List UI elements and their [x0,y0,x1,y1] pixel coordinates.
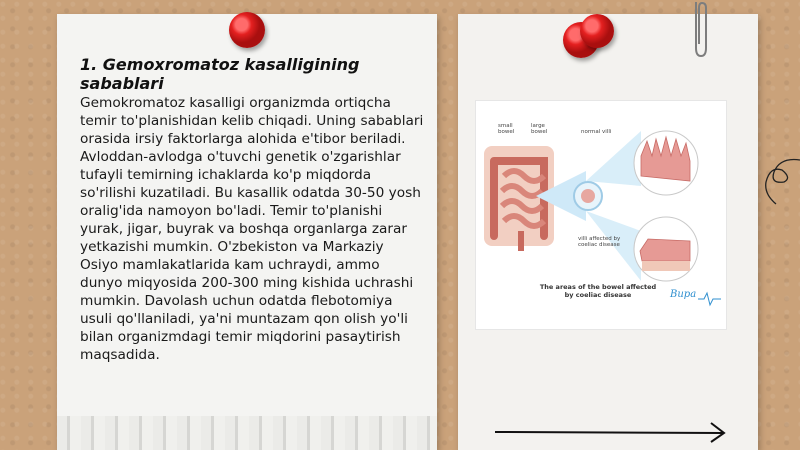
label-normal-villi: normal villi [581,129,612,135]
torn-edge [57,416,437,450]
slide-title: 1. Gemoxromatoz kasalligining sabablari [80,55,360,93]
label-large-bowel: large bowel [531,123,548,135]
red-pushpin-icon [580,14,614,48]
slide-body-text: Gemokromatoz kasalligi organizmda ortiqcha temir to'planishidan kelib chiqadi. Uning sabablari orasida irsiy faktorlarga alohida e'tibor beriladi. Avloddan-avlodga o'tuvchi genetik o'zgarishlar tufayli temirning ichaklarda ko'p miqdorda so'rilishi kuzatiladi. Bu kasallik odatda 30-50 yosh oralig'ida namoyon bo'ladi. Temir to'planishi yurak, jigar, buyrak va boshqa organlarga zarar yetkazishi mumkin. O'zbekiston va Markaziy Osiyo mamlakatlarida kam uchraydi, ammo dunyo miqyosida 200-300 ming kishida uchrashi mumkin. Davolash uchun odatda flebotomiya usuli qo'llaniladi, ya'ni muntazam qon olish yo'li bilan organizmdagi temir miqdorini pasaytirish maqsadida. [80,95,424,363]
red-pushpin-icon [229,12,265,48]
label-small-bowel: small bowel [498,123,515,135]
bupa-logo: Bupa [670,289,697,300]
curl-doodle-icon [760,152,800,212]
right-arrow-icon [495,420,730,444]
label-affected-villi: villi affected by coeliac disease [578,236,621,248]
figure-caption: The areas of the bowel affected by coeliac disease [539,283,657,299]
paperclip-icon [690,0,710,60]
